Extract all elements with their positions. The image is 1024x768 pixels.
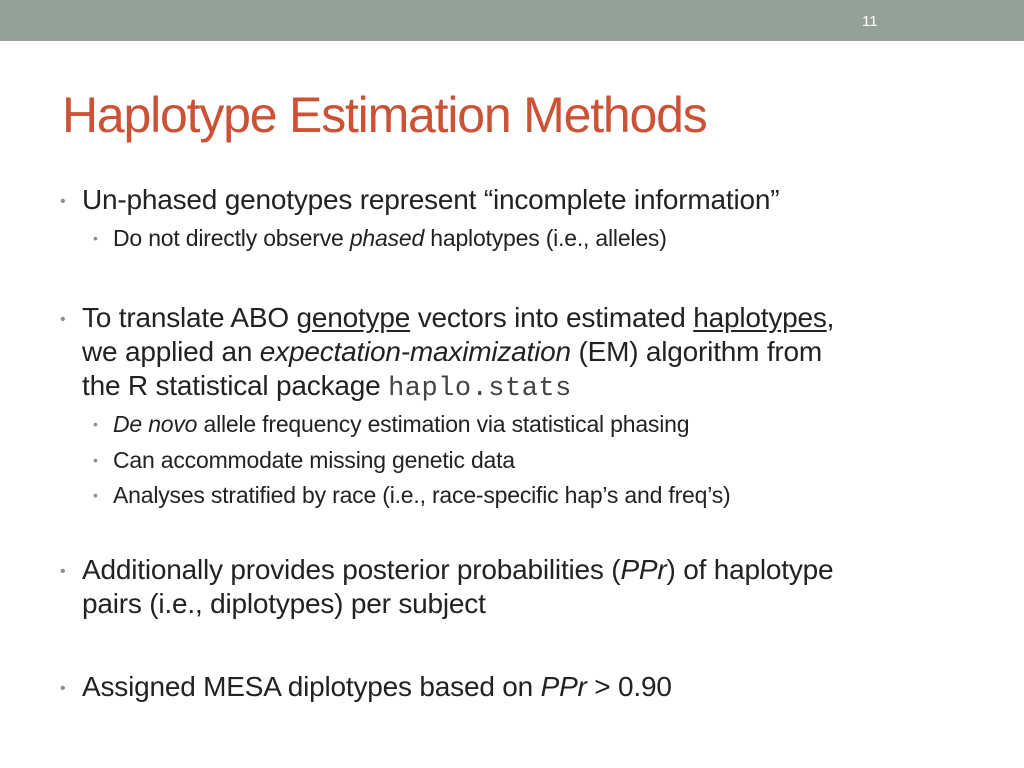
bullet-marker: •: [60, 680, 66, 697]
sub-bullet-marker: •: [93, 416, 98, 432]
text-span: Additionally provides posterior probabilities (: [82, 554, 621, 585]
italic-span: De novo: [113, 411, 198, 437]
text-span: Do not directly observe: [113, 225, 350, 251]
slide-title: Haplotype Estimation Methods: [62, 87, 707, 143]
underlined-genotype: genotype: [296, 302, 411, 333]
bullet-2-sub-3: Analyses stratified by race (i.e., race-specific hap’s and freq’s): [113, 482, 731, 508]
sub-bullet-marker: •: [93, 452, 98, 468]
bullet-2-line-2: [82, 336, 822, 368]
bullet-marker: •: [60, 563, 66, 580]
text-span: the R statistical package: [82, 370, 389, 401]
text-span: allele frequency estimation via statistical phasing: [197, 411, 690, 437]
text-span: To translate ABO: [82, 302, 297, 333]
bullet-marker: •: [60, 193, 66, 210]
bullet-1-text: Un-phased genotypes represent “incomplete information”: [82, 184, 780, 215]
text-span: ) of haplotype: [666, 554, 834, 585]
text-span: haplotypes (i.e., alleles): [424, 225, 667, 251]
code-haplo-stats: haplo.stats: [388, 374, 572, 404]
italic-span: PPr: [540, 671, 587, 702]
bullet-1-sub-1: [113, 225, 667, 252]
bullet-3-line-1: [82, 554, 833, 586]
sub-bullet-marker: •: [93, 487, 98, 503]
italic-span: PPr: [620, 554, 667, 585]
text-span: Assigned MESA diplotypes based on: [82, 671, 541, 702]
bullet-2-line-3: [82, 370, 572, 404]
underlined-haplotypes: haplotypes: [693, 302, 827, 333]
text-span: we applied an: [82, 336, 260, 367]
bullet-2-line-1: [82, 302, 834, 334]
text-span: ,: [826, 302, 835, 333]
bullet-marker: •: [60, 311, 66, 328]
sub-bullet-marker: •: [93, 230, 98, 246]
text-span: vectors into estimated: [410, 302, 694, 333]
bullet-2-sub-1: [113, 411, 689, 438]
bullet-3-line-2: pairs (i.e., diplotypes) per subject: [82, 588, 486, 619]
italic-span: expectation-maximization: [259, 336, 571, 367]
bullet-4-text: [82, 671, 672, 703]
italic-span: phased: [349, 225, 425, 251]
text-span: > 0.90: [586, 671, 672, 702]
slide-number: 11: [862, 13, 878, 30]
text-span: (EM) algorithm from: [570, 336, 823, 367]
bullet-2-sub-2: Can accommodate missing genetic data: [113, 447, 515, 473]
